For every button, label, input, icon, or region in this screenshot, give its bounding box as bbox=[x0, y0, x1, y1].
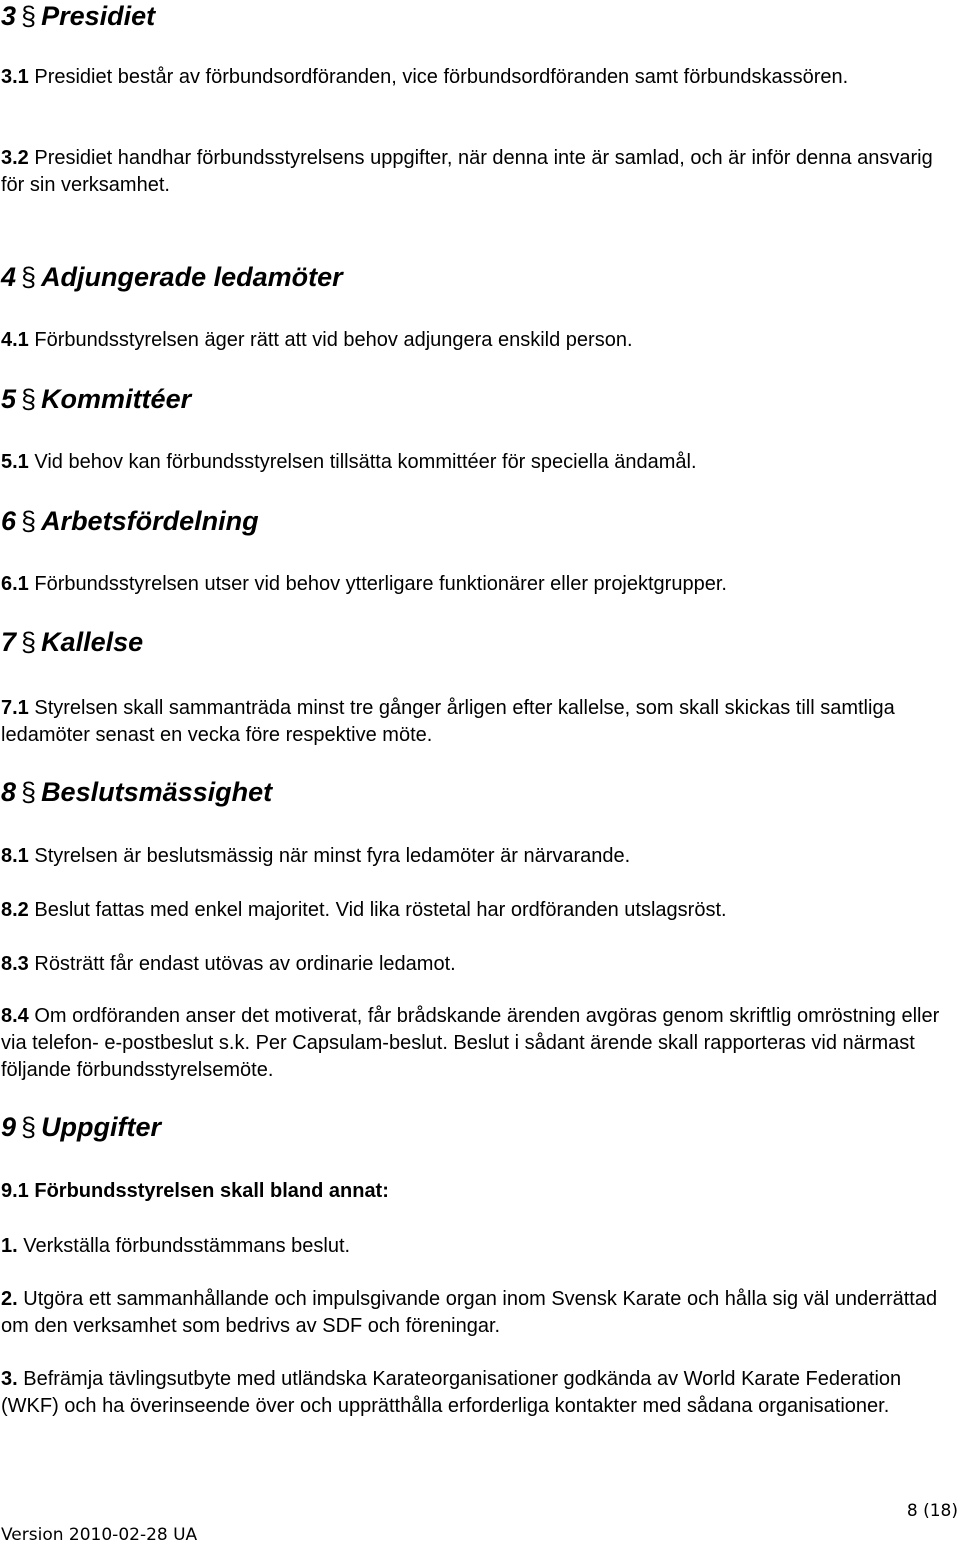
section-number: 9 bbox=[1, 1112, 17, 1142]
paragraph-number: 6.1 bbox=[1, 573, 29, 595]
paragraph-8-3 bbox=[1, 951, 946, 978]
paragraph-number: 3.1 bbox=[1, 66, 29, 88]
paragraph-6-1 bbox=[1, 571, 946, 598]
section-heading-3 bbox=[1, 0, 155, 32]
paragraph-text: Presidiet består av förbundsordföranden, vice förbundsordföranden samt förbundskassören. bbox=[28, 66, 849, 88]
section-heading-6 bbox=[1, 505, 259, 537]
list-item-text: Verkställa förbundsstämmans beslut. bbox=[17, 1235, 351, 1257]
section-symbol: § bbox=[21, 1, 37, 31]
section-title: Beslutsmässighet bbox=[41, 777, 273, 807]
section-heading-7 bbox=[1, 626, 143, 658]
paragraph-8-1 bbox=[1, 843, 946, 870]
section-number: 3 bbox=[1, 1, 17, 31]
section-title: Kommittéer bbox=[41, 384, 192, 414]
paragraph-text: Om ordföranden anser det motiverat, får brådskande ärenden avgöras genom skriftlig omröstning eller via telefon- e-postbeslut s.k. Per Capsulam-beslut. Beslut i sådant ärende skall rapporteras vid närmast följande förbundsstyrelsemöte. bbox=[1, 1005, 940, 1081]
list-item-1 bbox=[1, 1233, 946, 1260]
section-symbol: § bbox=[21, 777, 37, 807]
section-title: Arbetsfördelning bbox=[41, 506, 259, 536]
paragraph-8-2 bbox=[1, 897, 946, 924]
paragraph-number: 8.1 bbox=[1, 845, 29, 867]
section-symbol: § bbox=[21, 262, 37, 292]
section-title: Uppgifter bbox=[41, 1112, 162, 1142]
section-number: 6 bbox=[1, 506, 17, 536]
paragraph-text: Vid behov kan förbundsstyrelsen tillsätta kommittéer för speciella ändamål. bbox=[28, 451, 697, 473]
section-number: 4 bbox=[1, 262, 17, 292]
paragraph-text: Beslut fattas med enkel majoritet. Vid lika röstetal har ordföranden utslagsröst. bbox=[28, 899, 727, 921]
paragraph-text: Förbundsstyrelsen äger rätt att vid behov adjungera enskild person. bbox=[28, 329, 633, 351]
list-item-number: 1. bbox=[1, 1235, 18, 1257]
list-item-2 bbox=[1, 1286, 946, 1340]
page-number: 8 (18) bbox=[906, 1501, 958, 1521]
section-heading-4 bbox=[1, 261, 343, 293]
paragraph-4-1 bbox=[1, 327, 946, 354]
section-symbol: § bbox=[21, 627, 37, 657]
section-number: 7 bbox=[1, 627, 17, 657]
section-heading-9 bbox=[1, 1111, 161, 1143]
paragraph-9-1 bbox=[1, 1178, 946, 1205]
paragraph-number: 8.3 bbox=[1, 953, 29, 975]
section-title: Presidiet bbox=[41, 1, 156, 31]
section-symbol: § bbox=[21, 1112, 37, 1142]
section-number: 5 bbox=[1, 384, 17, 414]
list-item-number: 3. bbox=[1, 1368, 18, 1390]
section-title: Kallelse bbox=[41, 627, 144, 657]
paragraph-text: Presidiet handhar förbundsstyrelsens uppgifter, när denna inte är samlad, och är inför denna ansvarig för sin verksamhet. bbox=[1, 147, 933, 196]
paragraph-3-2 bbox=[1, 145, 946, 199]
list-item-number: 2. bbox=[1, 1288, 18, 1310]
section-symbol: § bbox=[21, 384, 37, 414]
paragraph-7-1 bbox=[1, 695, 946, 749]
list-item-3 bbox=[1, 1366, 946, 1420]
paragraph-number: 5.1 bbox=[1, 451, 29, 473]
paragraph-number: 7.1 bbox=[1, 697, 29, 719]
paragraph-3-1 bbox=[1, 64, 946, 91]
paragraph-text: Förbundsstyrelsen utser vid behov ytterligare funktionärer eller projektgrupper. bbox=[28, 573, 727, 595]
section-number: 8 bbox=[1, 777, 17, 807]
section-heading-5 bbox=[1, 383, 191, 415]
paragraph-number: 3.2 bbox=[1, 147, 29, 169]
version-label: Version 2010-02-28 UA bbox=[1, 1525, 198, 1545]
list-item-text: Befrämja tävlingsutbyte med utländska Karateorganisationer godkända av World Karate Federation (WKF) och ha överinseende över och upprätthålla erforderliga kontakter med sådana organisationer. bbox=[1, 1368, 902, 1417]
list-item-text: Utgöra ett sammanhållande och impulsgivande organ inom Svensk Karate och hålla sig väl underrättad om den verksamhet som bedrivs av SDF och föreningar. bbox=[1, 1288, 938, 1337]
paragraph-text: Styrelsen är beslutsmässig när minst fyra ledamöter är närvarande. bbox=[28, 845, 631, 867]
section-title: Adjungerade ledamöter bbox=[41, 262, 343, 292]
paragraph-text: Styrelsen skall sammanträda minst tre gånger årligen efter kallelse, som skall skickas till samtliga ledamöter senast en vecka före respektive möte. bbox=[1, 697, 895, 746]
paragraph-text: Rösträtt får endast utövas av ordinarie ledamot. bbox=[28, 953, 456, 975]
section-symbol: § bbox=[21, 506, 37, 536]
paragraph-number: 8.2 bbox=[1, 899, 29, 921]
paragraph-8-4 bbox=[1, 1003, 946, 1084]
paragraph-number: 4.1 bbox=[1, 329, 29, 351]
section-heading-8 bbox=[1, 776, 272, 808]
paragraph-text: 9.1 Förbundsstyrelsen skall bland annat: bbox=[1, 1180, 389, 1202]
paragraph-number: 8.4 bbox=[1, 1005, 29, 1027]
paragraph-5-1 bbox=[1, 449, 946, 476]
